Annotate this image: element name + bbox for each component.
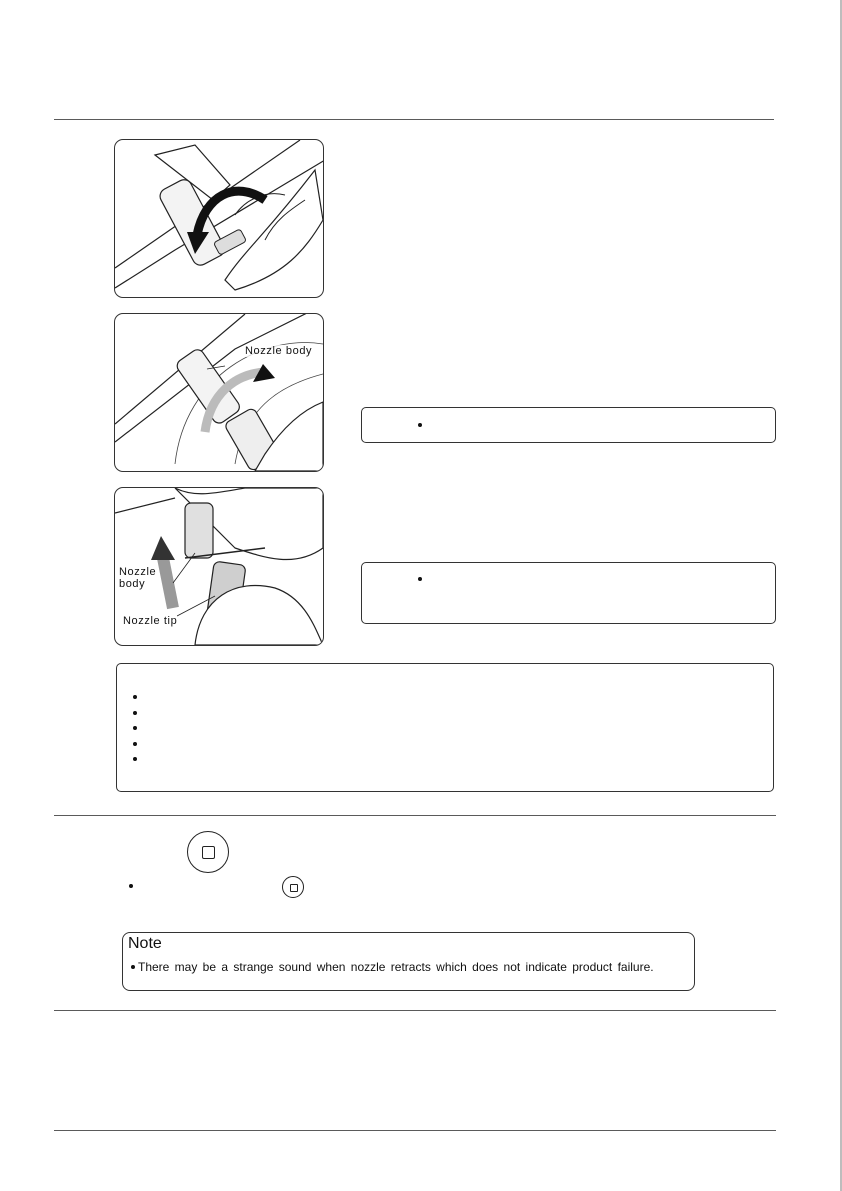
- figure-nozzle-body: [114, 313, 324, 472]
- nozzle-tip-label: Nozzle tip: [123, 615, 178, 627]
- figure-nozzle-tip: [114, 487, 324, 646]
- nozzle-body-label: Nozzle body: [245, 345, 313, 357]
- bullet-icon: [133, 726, 137, 730]
- bottom-rule: [54, 1130, 776, 1131]
- figure-remove-nozzle-illustration: [115, 140, 323, 297]
- bullet-icon: [131, 965, 135, 969]
- caution-box-2: [361, 562, 776, 624]
- caution-box-1: [361, 407, 776, 443]
- bullet-icon: [418, 577, 422, 581]
- section-rule-3: [54, 1010, 776, 1011]
- figure-remove-nozzle: [114, 139, 324, 298]
- section-rule-2: [54, 815, 776, 816]
- nozzle-body-label-2: Nozzle body: [119, 566, 157, 590]
- top-rule: [54, 119, 774, 120]
- round-square-button-icon: [187, 831, 229, 873]
- bullet-icon: [133, 742, 137, 746]
- round-square-button-icon-small: [282, 876, 304, 898]
- caution-list-box: [116, 663, 774, 792]
- bullet-icon: [133, 711, 137, 715]
- bullet-icon: [418, 423, 422, 427]
- bullet-icon: [129, 884, 133, 888]
- bullet-icon: [133, 757, 137, 761]
- figure-nozzle-body-illustration: [115, 314, 323, 471]
- note-title: Note: [128, 935, 162, 952]
- bullet-icon: [133, 695, 137, 699]
- note-text: There may be a strange sound when nozzle retracts which does not indicate product failure.: [138, 960, 654, 974]
